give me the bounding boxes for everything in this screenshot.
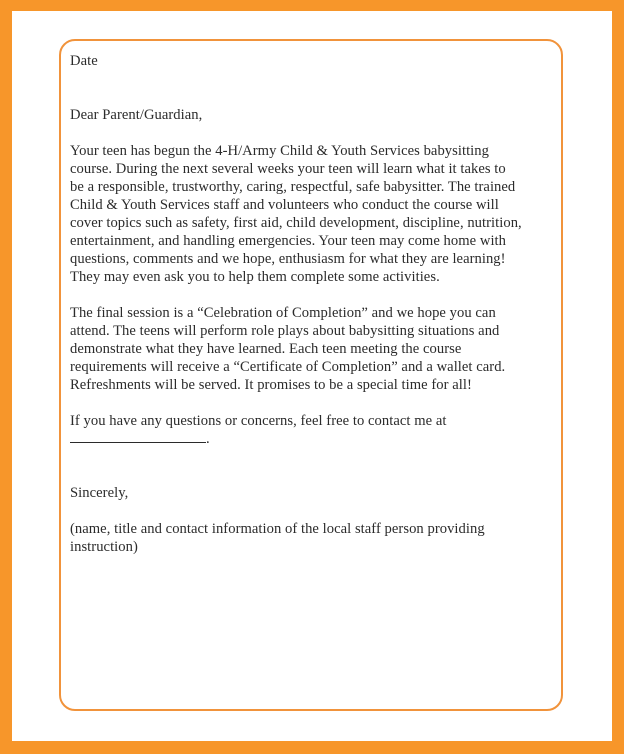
salutation: Dear Parent/Guardian, — [70, 107, 203, 123]
period: . — [206, 431, 210, 447]
text-line: cover topics such as safety, first aid, child development, discipline, nutrition, — [70, 215, 522, 231]
text-line: instruction) — [70, 539, 138, 555]
closing: Sincerely, — [70, 485, 129, 501]
paragraph-intro — [70, 142, 550, 286]
text-line: be a responsible, trustworthy, caring, respectful, safe babysitter. The trained — [70, 179, 516, 195]
text-line: course. During the next several weeks your teen will learn what it takes to — [70, 161, 506, 177]
text-line: requirements will receive a “Certificate of Completion” and a wallet card. — [70, 359, 506, 375]
contact-blank-line — [70, 430, 550, 448]
text-line: entertainment, and handling emergencies. Your teen may come home with — [70, 233, 507, 249]
text-line: Child & Youth Services staff and volunteers who conduct the course will — [70, 197, 499, 213]
text-line: Your teen has begun the 4-H/Army Child & Youth Services babysitting — [70, 143, 489, 159]
date-line: Date — [70, 53, 98, 69]
letter-body — [70, 52, 550, 556]
text-line: Refreshments will be served. It promises to be a special time for all! — [70, 377, 472, 393]
text-line: questions, comments and we hope, enthusiasm for what they are learning! — [70, 251, 506, 267]
text-line: They may even ask you to help them complete some activities. — [70, 269, 440, 285]
text-line: attend. The teens will perform role plays about babysitting situations and — [70, 323, 500, 339]
text-line: If you have any questions or concerns, feel free to contact me at — [70, 413, 447, 429]
text-line: The final session is a “Celebration of Completion” and we hope you can — [70, 305, 496, 321]
paragraph-celebration — [70, 304, 550, 394]
signature-block — [70, 520, 550, 556]
text-line: demonstrate what they have learned. Each teen meeting the course — [70, 341, 462, 357]
fill-in-blank — [70, 430, 206, 443]
paragraph-contact — [70, 412, 550, 448]
text-line: (name, title and contact information of the local staff person providing — [70, 521, 485, 537]
